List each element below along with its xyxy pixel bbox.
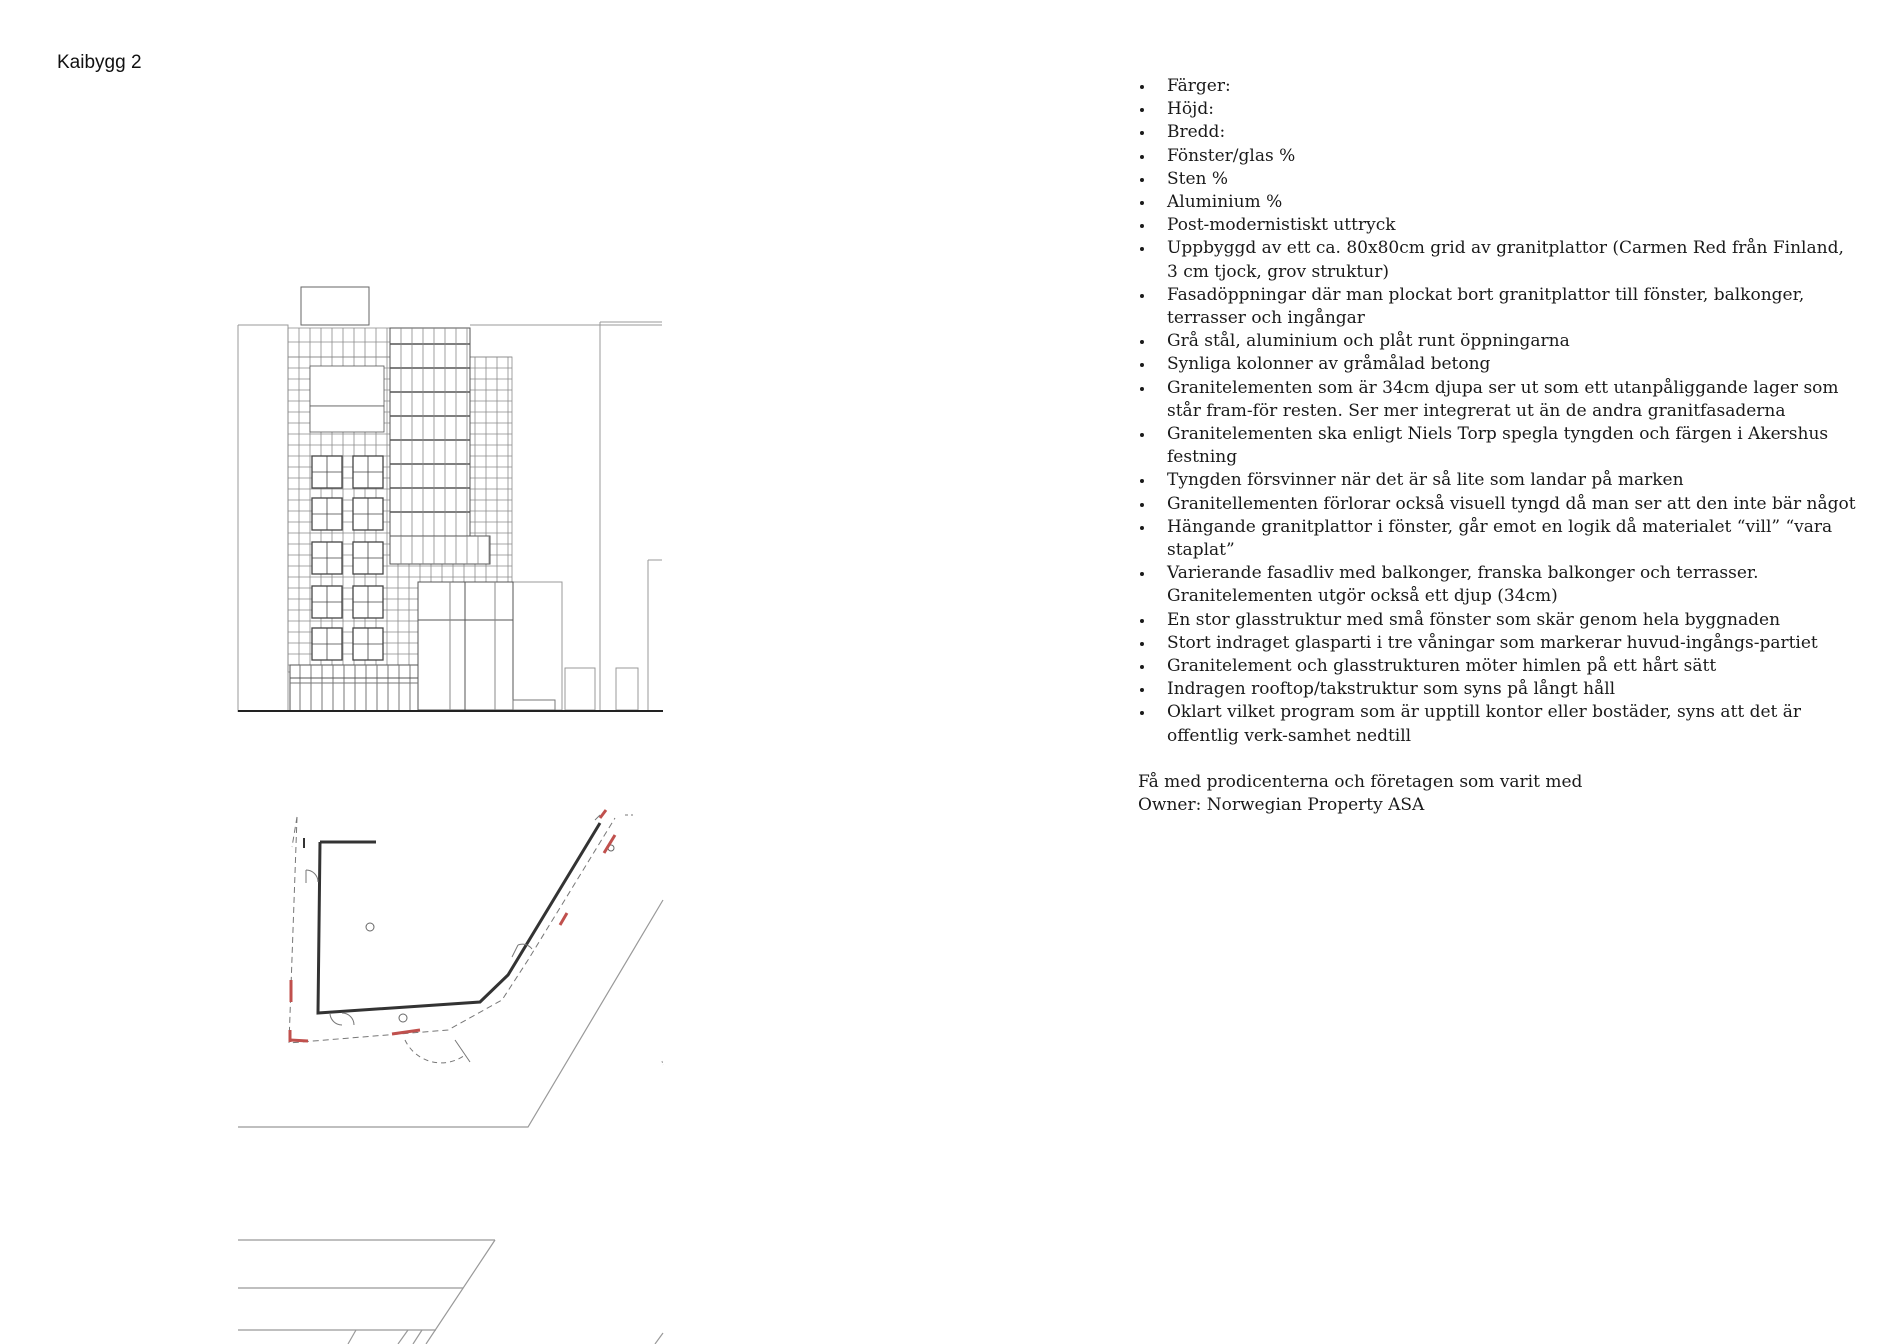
notes-bullet-item: Grå stål, aluminium och plåt runt öppningarna: [1138, 330, 1858, 353]
notes-bullet-item: Granitelementen ska enligt Niels Torp spegla tyngden och färgen i Akershus festning: [1138, 423, 1858, 469]
notes-bullet-item: Uppbyggd av ett ca. 80x80cm grid av granitplattor (Carmen Red från Finland, 3 cm tjock, grov struktur): [1138, 237, 1858, 283]
notes-bullet-item: Stort indraget glasparti i tre våningar som markerar huvud-ingångs-partiet: [1138, 632, 1858, 655]
notes-bullet-item: Färger:: [1138, 75, 1858, 98]
notes-footer: [1138, 771, 1858, 817]
facade-elevation-drawing: [238, 287, 663, 712]
facade-opening: [310, 406, 384, 432]
notes-bullet-item: Varierande fasadliv med balkonger, franska balkonger och terrasser. Granitelementen utgör också ett djup (34cm): [1138, 562, 1858, 608]
notes-bullet-item: Fönster/glas %: [1138, 145, 1858, 168]
footer-line-owner: Owner: Norwegian Property ASA: [1138, 795, 1425, 816]
notes-bullet-item: Granitelementen som är 34cm djupa ser ut som ett utanpåliggande lager som står fram-för resten. Ser mer integrerat ut än de andra granitfasaderna: [1138, 377, 1858, 423]
base-step: [513, 700, 555, 710]
notes-bullet-item: Aluminium %: [1138, 191, 1858, 214]
glass-tower-frame: [390, 328, 470, 536]
notes-bullet-item: Fasadöppningar där man plockat bort granitplattor till fönster, balkonger, terrasser och ingångar: [1138, 284, 1858, 330]
notes-bullet-list: [1138, 75, 1858, 748]
notes-bullet-item: Indragen rooftop/takstruktur som syns på långt håll: [1138, 678, 1858, 701]
notes-bullet-item: En stor glasstruktur med små fönster som skär genom hela byggnaden: [1138, 609, 1858, 632]
notes-bullet-item: Höjd:: [1138, 98, 1858, 121]
notes-bullet-item: Oklart vilket program som är upptill kontor eller bostäder, syns att det är offentlig verk-samhet nedtill: [1138, 701, 1858, 747]
page-title: Kaibygg 2: [57, 52, 142, 73]
notes-bullet-item: Post-modernistiskt uttryck: [1138, 214, 1858, 237]
notes-bullet-item: Sten %: [1138, 168, 1858, 191]
notes-bullet-item: Granitelement och glasstrukturen möter himlen på ett hårt sätt: [1138, 655, 1858, 678]
notes-bullet-item: Bredd:: [1138, 121, 1858, 144]
notes-bullet-item: Tyngden försvinner när det är så lite som landar på marken: [1138, 469, 1858, 492]
architectural-drawings: [0, 0, 700, 1344]
footer-line-producers: Få med prodicenterna och företagen som varit med: [1138, 771, 1583, 792]
notes-bullet-item: Hängande granitplattor i fönster, går emot en logik då materialet “vill” “vara staplat”: [1138, 516, 1858, 562]
notes-panel: [1138, 75, 1858, 817]
site-plan-fragment: [238, 1240, 663, 1344]
floor-plan-drawing: [238, 810, 663, 1127]
facade-opening: [310, 366, 384, 406]
glass-tower-balcony: [390, 536, 490, 564]
notes-bullet-item: Synliga kolonner av gråmålad betong: [1138, 353, 1858, 376]
notes-bullet-item: Granitellementen förlorar också visuell tyngd då man ser att den inte bär något: [1138, 493, 1858, 516]
